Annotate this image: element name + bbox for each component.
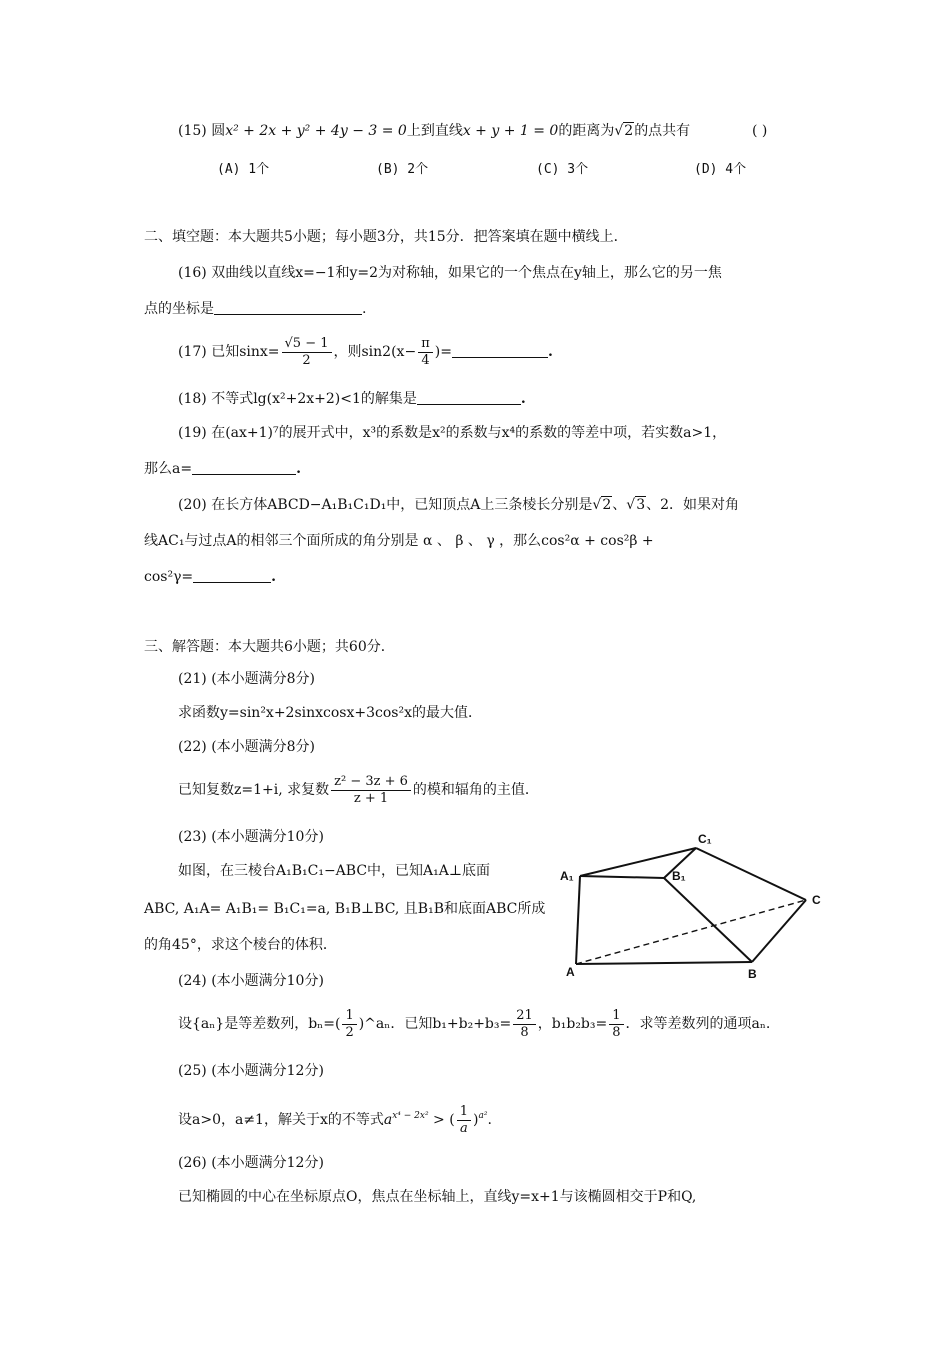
q19-text1: 在(ax+1)⁷的展开式中，x³的系数是x²的系数与x⁴的系数的等差中项，若实数a>1， bbox=[211, 425, 727, 441]
sqrt-sign: √ bbox=[626, 497, 636, 513]
frustum-figure bbox=[556, 830, 846, 982]
q25-base: a bbox=[383, 1112, 393, 1128]
q16-end: . bbox=[362, 301, 367, 317]
q20-number: (20) bbox=[178, 497, 207, 513]
q22-post: 的模和辐角的主值． bbox=[412, 782, 539, 798]
q21-head: (21) (本小题满分8分) bbox=[178, 671, 316, 687]
q20-answer-blank[interactable] bbox=[193, 568, 271, 583]
q24-sum-den: 8 bbox=[520, 1024, 529, 1040]
q17-frac-num: √5 − 1 bbox=[282, 336, 332, 353]
sqrt-sign: √ bbox=[592, 497, 602, 513]
q15-choice-a: (A) 1个 bbox=[217, 162, 270, 177]
q18-answer-blank[interactable] bbox=[417, 390, 521, 405]
q17-fraction bbox=[282, 336, 332, 369]
q24-half-num: 1 bbox=[342, 1008, 356, 1025]
q24-mid2: ，b₁b₂b₃= bbox=[537, 1016, 608, 1032]
edge-a1-b1 bbox=[580, 876, 664, 878]
q20-line1 bbox=[178, 494, 739, 516]
edge-a-a1 bbox=[576, 876, 580, 964]
q25-inv-num: 1 bbox=[457, 1104, 471, 1121]
q15-line-eq: x + y + 1 = 0 bbox=[462, 123, 559, 139]
label-a: A bbox=[566, 965, 575, 979]
edge-b-a bbox=[576, 962, 752, 964]
q24-sum-num: 21 bbox=[513, 1008, 536, 1025]
q16-text1: 双曲线以直线x=−1和y=2为对称轴，如果它的一个焦点在y轴上，那么它的另一焦 bbox=[211, 265, 722, 281]
q17-mid: ，则sin2(x− bbox=[333, 344, 417, 360]
q22-pre: 已知复数z=1+i, 求复数 bbox=[178, 782, 330, 798]
label-b1: B₁ bbox=[672, 869, 686, 883]
label-c: C bbox=[812, 893, 821, 907]
q17-pi-den: 4 bbox=[421, 352, 430, 368]
q17-answer-blank[interactable] bbox=[452, 343, 548, 358]
q20-text2: 线AC₁与过点A的相邻三个面所成的角分别是 α 、 β 、 γ ，那么cos²α + cos²β + bbox=[144, 533, 654, 549]
q22-head: (22) (本小题满分8分) bbox=[178, 739, 316, 755]
q17-end: . bbox=[547, 344, 553, 360]
q15-mid: 上到直线 bbox=[406, 123, 463, 139]
q24-prod bbox=[609, 1008, 623, 1041]
q20-end: . bbox=[271, 569, 277, 585]
q22-frac-num: z² − 3z + 6 bbox=[331, 774, 411, 791]
q20-sqrt3: 3 bbox=[636, 497, 646, 513]
edge-c-b bbox=[752, 900, 806, 962]
q15-tail: 的点共有 bbox=[634, 123, 691, 139]
label-a1: A₁ bbox=[560, 869, 574, 883]
q19-line1 bbox=[178, 422, 726, 444]
q25-line bbox=[178, 1096, 492, 1140]
q22-fraction bbox=[331, 774, 411, 807]
q17-frac-den: 2 bbox=[302, 352, 311, 368]
q24-head: (24) (本小题满分10分) bbox=[178, 973, 324, 989]
q26-head: (26) (本小题满分12分) bbox=[178, 1155, 324, 1171]
q15-sqrt-value: 2 bbox=[624, 123, 634, 139]
q16-answer-blank[interactable] bbox=[214, 300, 362, 315]
label-c1: C₁ bbox=[698, 832, 712, 846]
q24-prod-num: 1 bbox=[609, 1008, 623, 1025]
q25-exp: x⁴ − 2x² bbox=[392, 1111, 429, 1121]
section3-title: 三、解答题：本大题共6小题；共60分． bbox=[144, 639, 395, 655]
edge-c1-c bbox=[696, 848, 806, 900]
q23-text3: 的角45°，求这个棱台的体积． bbox=[144, 937, 337, 953]
q19-end: . bbox=[296, 461, 301, 477]
q15-choice-c: (C) 3个 bbox=[536, 162, 589, 177]
q25-gt: > ( bbox=[433, 1112, 455, 1128]
q17-pre: 已知sinx= bbox=[211, 344, 280, 360]
q24-mid1: )^aₙ．已知b₁+b₂+b₃= bbox=[358, 1016, 512, 1032]
q22-line bbox=[178, 770, 539, 810]
q24-prod-den: 8 bbox=[612, 1024, 621, 1040]
q25-exp2: a² bbox=[478, 1111, 488, 1121]
q16-text2: 点的坐标是 bbox=[144, 301, 214, 317]
q26-text: 已知椭圆的中心在坐标原点O，焦点在坐标轴上，直线y=x+1与该椭圆相交于P和Q, bbox=[178, 1189, 697, 1205]
section2-title: 二、填空题：本大题共5小题；每小题3分，共15分．把答案填在题中横线上． bbox=[144, 229, 628, 245]
q20-text1b: 、2．如果对角 bbox=[646, 497, 740, 513]
q24-line bbox=[178, 1004, 770, 1044]
q17-line bbox=[178, 332, 553, 372]
q19-text2: 那么a= bbox=[144, 461, 193, 477]
q15-number: (15) bbox=[178, 123, 207, 139]
q19-line2 bbox=[144, 458, 301, 480]
q25-close: ) bbox=[472, 1112, 479, 1128]
q24-post: ．求等差数列的通项aₙ. bbox=[625, 1016, 771, 1032]
q16-line1 bbox=[178, 262, 722, 284]
q15-paren: ( ) bbox=[752, 123, 768, 139]
q17-post: )= bbox=[434, 344, 452, 360]
q23-text1: 如图，在三棱台A₁B₁C₁−ABC中，已知A₁A⊥底面 bbox=[178, 863, 491, 879]
q15-pre: 圆 bbox=[211, 123, 226, 139]
q17-number: (17) bbox=[178, 344, 207, 360]
q20-text3: cos²γ= bbox=[144, 569, 194, 585]
q24-half bbox=[342, 1008, 356, 1041]
q20-sqrt2: 2 bbox=[602, 497, 612, 513]
label-b: B bbox=[748, 967, 757, 981]
q20-text1a: 在长方体ABCD−A₁B₁C₁D₁中，已知顶点A上三条棱长分别是 bbox=[211, 497, 593, 513]
edge-b1-b bbox=[664, 878, 752, 962]
q17-pi-num: π bbox=[418, 336, 433, 353]
q19-answer-blank[interactable] bbox=[192, 460, 296, 475]
q18-number: (18) bbox=[178, 391, 207, 407]
q25-pre: 设a>0，a≠1，解关于x的不等式 bbox=[178, 1112, 384, 1128]
q20-line2 bbox=[144, 530, 654, 552]
q15-choice-d: (D) 4个 bbox=[694, 162, 747, 177]
q18-line bbox=[178, 388, 526, 410]
q17-pi-fraction bbox=[418, 336, 433, 369]
q20-sep: 、 bbox=[612, 497, 627, 513]
q22-frac-den: z + 1 bbox=[353, 790, 389, 806]
q24-sum bbox=[513, 1008, 536, 1041]
q24-pre: 设{aₙ}是等差数列，bₙ=( bbox=[178, 1016, 341, 1032]
q15-post: 的距离为 bbox=[558, 123, 615, 139]
q15-choice-b: (B) 2个 bbox=[376, 162, 429, 177]
q16-number: (16) bbox=[178, 265, 207, 281]
q15-line bbox=[178, 120, 690, 142]
q19-number: (19) bbox=[178, 425, 207, 441]
q25-end: . bbox=[487, 1112, 492, 1128]
q23-text2: ABC, A₁A= A₁B₁= B₁C₁=a, B₁B⊥BC, 且B₁B和底面ABC所成 bbox=[144, 901, 546, 917]
q23-head: (23) (本小题满分10分) bbox=[178, 829, 324, 845]
q18-end: . bbox=[520, 391, 526, 407]
q25-inv bbox=[457, 1104, 471, 1137]
q21-text: 求函数y=sin²x+2sinxcosx+3cos²x的最大值． bbox=[178, 705, 482, 721]
q25-head: (25) (本小题满分12分) bbox=[178, 1063, 324, 1079]
q15-equation: x² + 2x + y² + 4y − 3 = 0 bbox=[225, 123, 407, 139]
q16-line2 bbox=[144, 298, 366, 320]
q25-inv-den: a bbox=[459, 1120, 468, 1136]
edge-a-c-hidden bbox=[576, 900, 806, 964]
q20-line3 bbox=[144, 566, 276, 588]
q18-text: 不等式lg(x²+2x+2)<1的解集是 bbox=[211, 391, 417, 407]
q24-half-den: 2 bbox=[345, 1024, 354, 1040]
sqrt-sign: √ bbox=[614, 123, 624, 139]
